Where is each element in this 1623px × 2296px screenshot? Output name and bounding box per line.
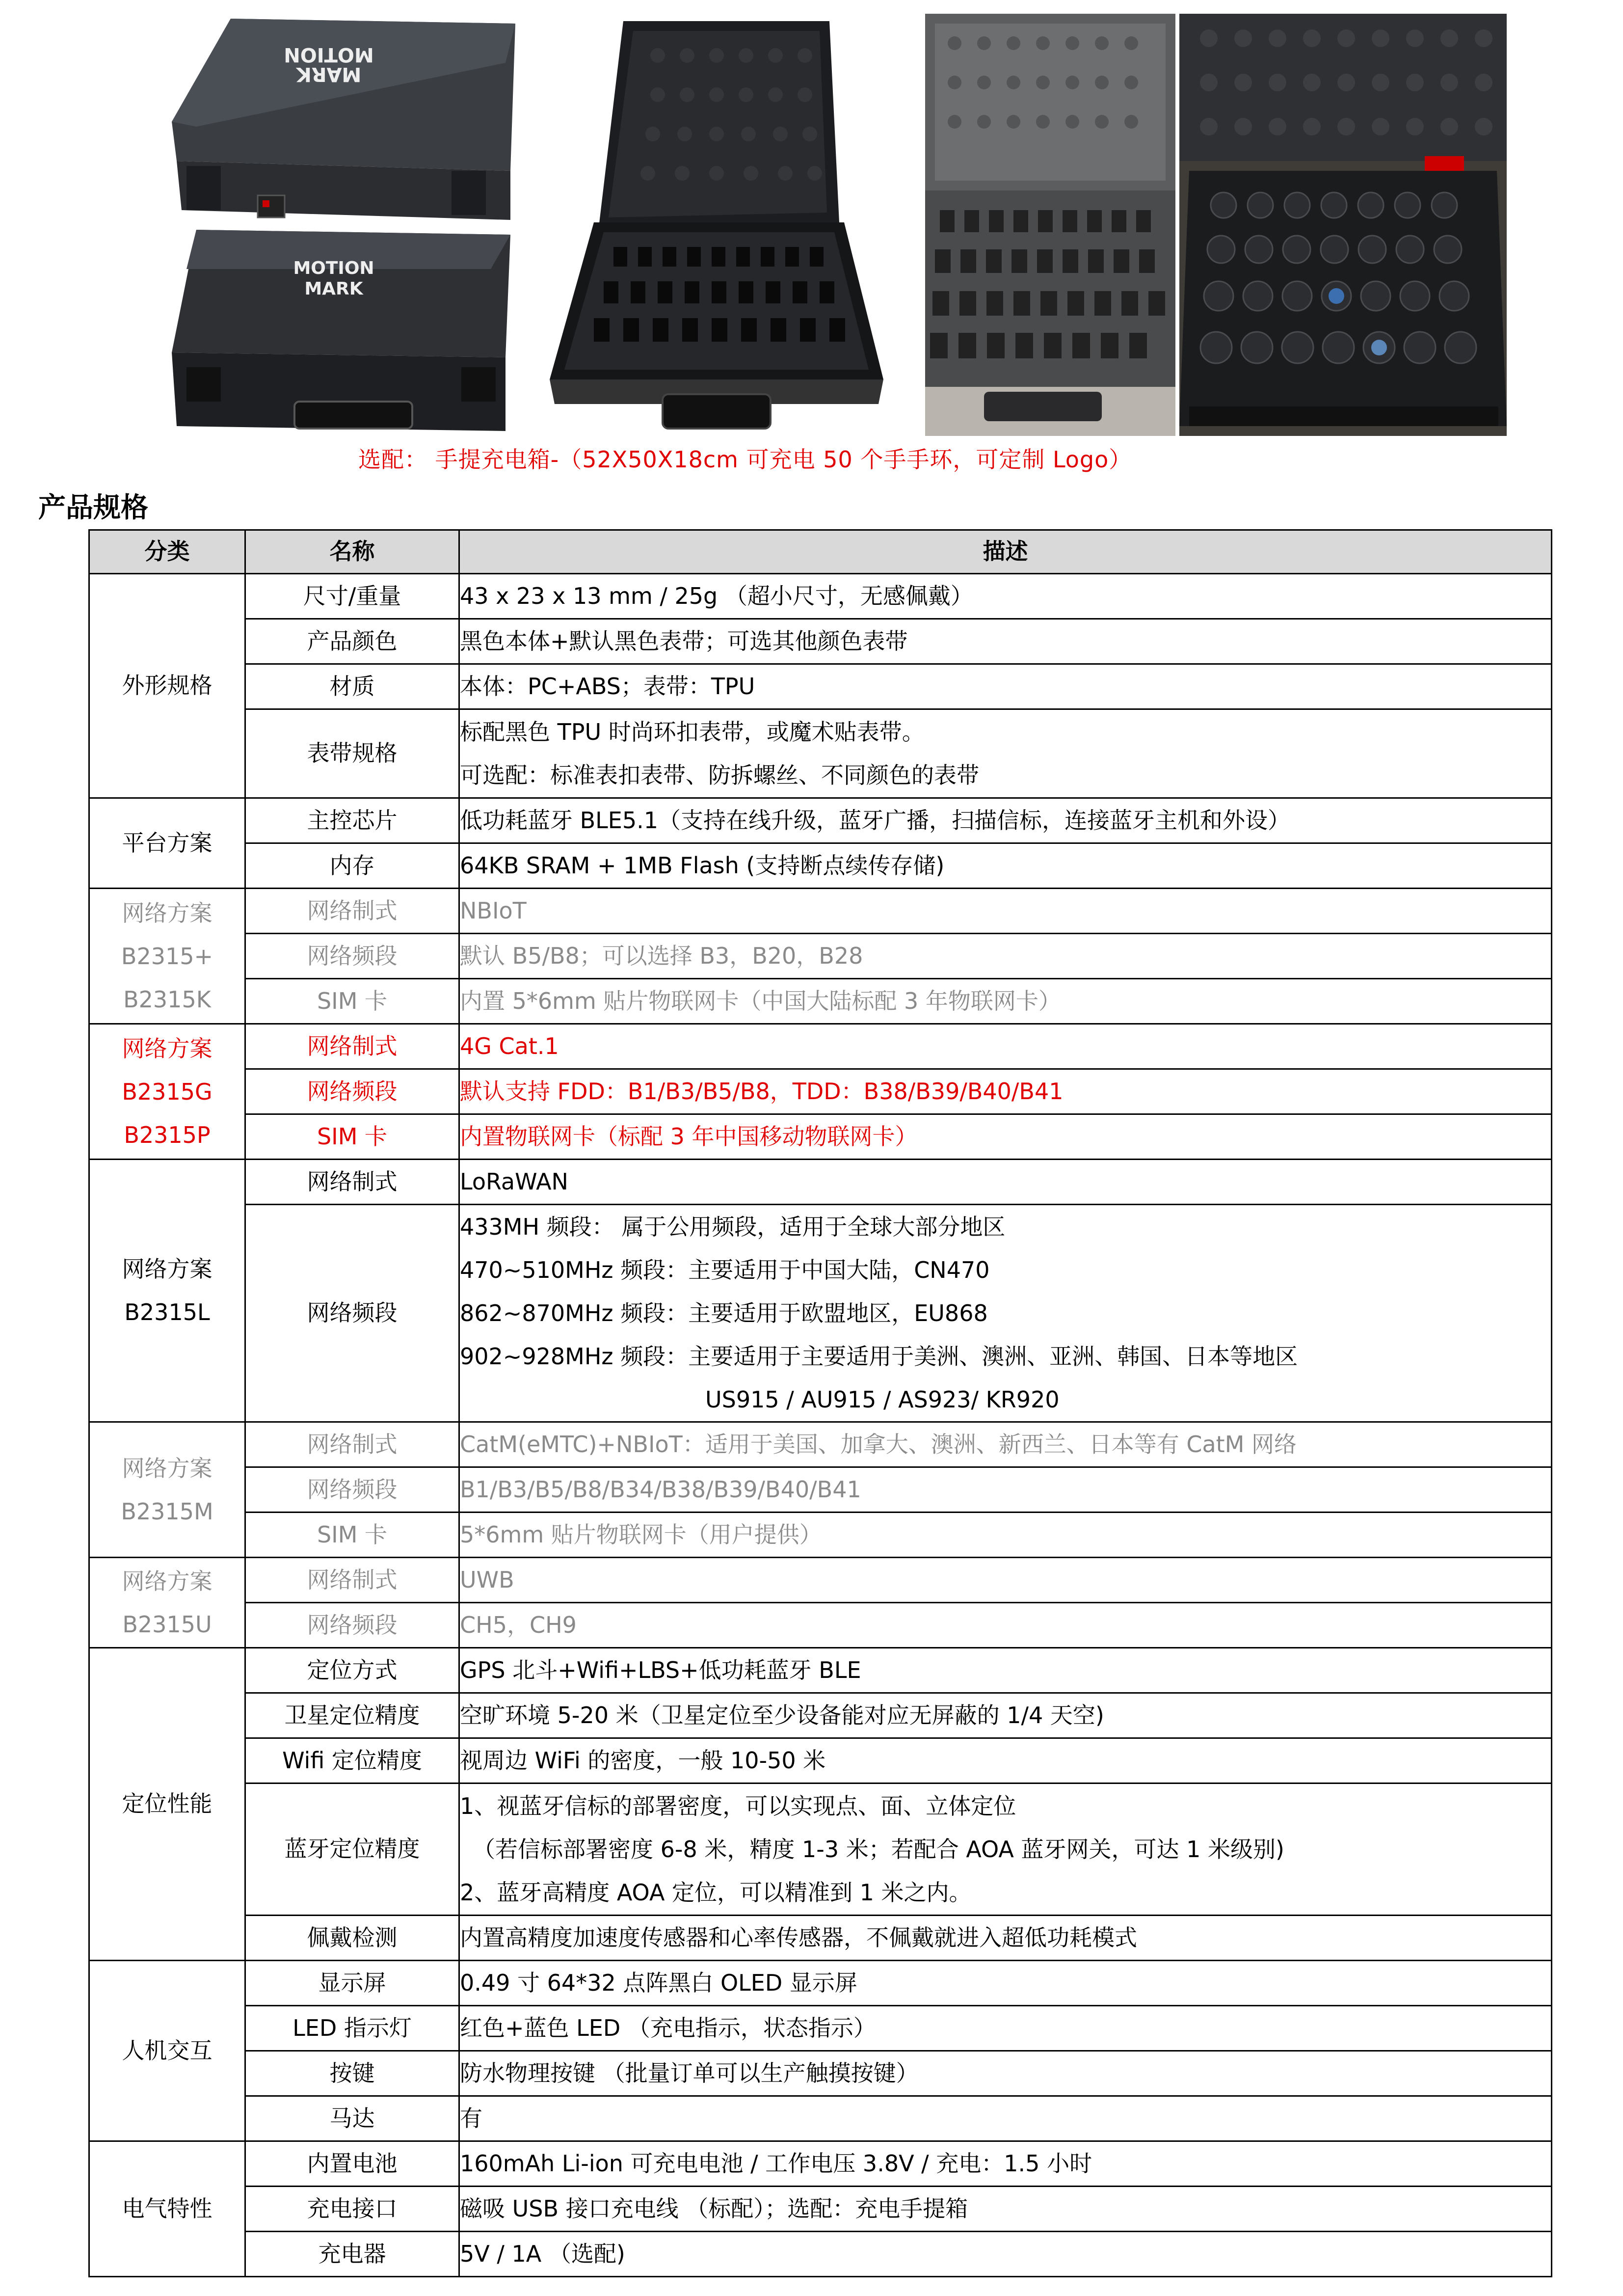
row-name: 蓝牙定位精度 bbox=[245, 1783, 459, 1916]
table-row bbox=[89, 2051, 1552, 2096]
row-name: SIM 卡 bbox=[245, 1513, 459, 1558]
row-name: 产品颜色 bbox=[245, 619, 459, 664]
case-with-bands-photo bbox=[925, 14, 1175, 436]
row-desc: 红色+蓝色 LED （充电指示，状态指示） bbox=[459, 2006, 1552, 2051]
table-row bbox=[89, 934, 1552, 979]
row-desc: LoRaWAN bbox=[459, 1160, 1552, 1205]
open-case-image bbox=[545, 16, 888, 436]
row-name: 内存 bbox=[245, 843, 459, 889]
row-name: SIM 卡 bbox=[245, 1114, 459, 1160]
table-row bbox=[89, 2006, 1552, 2051]
table-row bbox=[89, 2141, 1552, 2187]
row-desc: 内置物联网卡（标配 3 年中国移动物联网卡） bbox=[459, 1114, 1552, 1160]
row-desc: 空旷环境 5-20 米（卫星定位至少设备能对应无屏蔽的 1/4 天空) bbox=[459, 1693, 1552, 1738]
open-case-photo bbox=[545, 16, 888, 436]
row-name: Wifi 定位精度 bbox=[245, 1738, 459, 1783]
row-desc: 磁吸 USB 接口充电线 （标配）；选配：充电手提箱 bbox=[459, 2187, 1552, 2232]
table-row bbox=[89, 979, 1552, 1024]
row-desc: 有 bbox=[459, 2096, 1552, 2141]
row-name: 卫星定位精度 bbox=[245, 1693, 459, 1738]
row-name: 马达 bbox=[245, 2096, 459, 2141]
row-name: 网络制式 bbox=[245, 1422, 459, 1467]
row-desc: 黑色本体+默认黑色表带；可选其他颜色表带 bbox=[459, 619, 1552, 664]
category-line: 网络方案 bbox=[122, 1567, 213, 1594]
bt-line: 1、视蓝牙信标的部署密度，可以实现点、面、立体定位 bbox=[460, 1793, 1016, 1819]
section-title: 产品规格 bbox=[38, 492, 148, 524]
row-desc: 防水物理按键 （批量订单可以生产触摸按键） bbox=[459, 2051, 1552, 2096]
row-desc: CH5，CH9 bbox=[459, 1603, 1552, 1648]
row-name: 材质 bbox=[245, 664, 459, 709]
row-desc: 默认支持 FDD：B1/B3/B5/B8，TDD：B38/B39/B40/B41 bbox=[459, 1069, 1552, 1114]
table-row bbox=[89, 1160, 1552, 1205]
band-line: US915 / AU915 / AS923/ KR920 bbox=[705, 1386, 1060, 1413]
spec-table bbox=[88, 529, 1552, 2277]
row-name: 充电接口 bbox=[245, 2187, 459, 2232]
header-name: 名称 bbox=[245, 530, 459, 574]
table-row bbox=[89, 2232, 1552, 2277]
table-row bbox=[89, 574, 1552, 619]
row-desc: 4G Cat.1 bbox=[459, 1024, 1552, 1069]
row-name: 佩戴检测 bbox=[245, 1916, 459, 1961]
header-description: 描述 bbox=[459, 530, 1552, 574]
logo-text-upside: MOTION bbox=[284, 43, 374, 66]
category-line: 网络方案 bbox=[122, 1256, 213, 1282]
row-desc bbox=[459, 1783, 1552, 1916]
band-line: 902~928MHz 频段：主要适用于主要适用于美洲、澳洲、亚洲、韩国、日本等地区 bbox=[460, 1343, 1298, 1370]
row-name: 定位方式 bbox=[245, 1648, 459, 1693]
table-row bbox=[89, 1422, 1552, 1467]
row-name: LED 指示灯 bbox=[245, 2006, 459, 2051]
row-desc: 默认 B5/B8；可以选择 B3，B20，B28 bbox=[459, 934, 1552, 979]
case-with-watches-image bbox=[1179, 14, 1507, 436]
table-header-row bbox=[89, 530, 1552, 574]
category-network-u bbox=[89, 1558, 245, 1648]
row-name: 网络频段 bbox=[245, 934, 459, 979]
table-row bbox=[89, 1467, 1552, 1513]
row-name: 网络制式 bbox=[245, 1558, 459, 1603]
table-row bbox=[89, 1738, 1552, 1783]
table-row bbox=[89, 1205, 1552, 1422]
table-row bbox=[89, 1916, 1552, 1961]
closed-case-image bbox=[167, 14, 520, 436]
table-row bbox=[89, 2187, 1552, 2232]
row-desc: 内置高精度加速度传感器和心率传感器，不佩戴就进入超低功耗模式 bbox=[459, 1916, 1552, 1961]
category-line: B2315L bbox=[124, 1299, 210, 1325]
category-line: B2315M bbox=[121, 1498, 213, 1525]
row-name: SIM 卡 bbox=[245, 979, 459, 1024]
row-name: 网络频段 bbox=[245, 1205, 459, 1422]
row-desc: CatM(eMTC)+NBIoT：适用于美国、加拿大、澳洲、新西兰、日本等有 CatM 网络 bbox=[459, 1422, 1552, 1467]
table-row bbox=[89, 798, 1552, 843]
table-row bbox=[89, 664, 1552, 709]
logo-text: MOTION bbox=[293, 258, 374, 278]
category-line: 网络方案 bbox=[122, 1035, 213, 1062]
row-name: 网络制式 bbox=[245, 1160, 459, 1205]
category-hmi: 人机交互 bbox=[89, 1961, 245, 2141]
table-row bbox=[89, 1961, 1552, 2006]
band-line: 433MH 频段： 属于公用频段，适用于全球大部分地区 bbox=[460, 1214, 1006, 1240]
category-network-l bbox=[89, 1160, 245, 1422]
row-name: 充电器 bbox=[245, 2232, 459, 2277]
table-row bbox=[89, 1693, 1552, 1738]
row-name: 尺寸/重量 bbox=[245, 574, 459, 619]
row-desc: 0.49 寸 64*32 点阵黑白 OLED 显示屏 bbox=[459, 1961, 1552, 2006]
row-name: 表带规格 bbox=[245, 709, 459, 798]
category-appearance: 外形规格 bbox=[89, 574, 245, 798]
category-network-k bbox=[89, 889, 245, 1024]
band-line: 862~870MHz 频段：主要适用于欧盟地区，EU868 bbox=[460, 1300, 988, 1326]
table-row bbox=[89, 1513, 1552, 1558]
category-network-m bbox=[89, 1422, 245, 1558]
table-row bbox=[89, 1603, 1552, 1648]
row-desc: 内置 5*6mm 贴片物联网卡（中国大陆标配 3 年物联网卡） bbox=[459, 979, 1552, 1024]
category-line: B2315P bbox=[124, 1121, 211, 1148]
closed-case-photo bbox=[167, 14, 520, 436]
category-platform: 平台方案 bbox=[89, 798, 245, 889]
row-name: 网络频段 bbox=[245, 1467, 459, 1513]
row-desc bbox=[459, 709, 1552, 798]
category-line: B2315+ bbox=[121, 943, 213, 970]
table-row bbox=[89, 1114, 1552, 1160]
table-row bbox=[89, 619, 1552, 664]
row-desc: 视周边 WiFi 的密度，一般 10-50 米 bbox=[459, 1738, 1552, 1783]
row-desc: 160mAh Li-ion 可充电电池 / 工作电压 3.8V / 充电：1.5 小时 bbox=[459, 2141, 1552, 2187]
table-row bbox=[89, 1783, 1552, 1916]
category-positioning: 定位性能 bbox=[89, 1648, 245, 1961]
category-line: B2315G bbox=[122, 1078, 213, 1105]
table-row bbox=[89, 2096, 1552, 2141]
band-line: 470~510MHz 频段：主要适用于中国大陆，CN470 bbox=[460, 1257, 990, 1283]
logo-text-2: MARK bbox=[304, 279, 363, 299]
table-row bbox=[89, 709, 1552, 798]
product-photos bbox=[167, 14, 1507, 436]
row-name: 网络制式 bbox=[245, 1024, 459, 1069]
case-with-watches-photo bbox=[1179, 14, 1507, 436]
bt-line: 2、蓝牙高精度 AOA 定位，可以精准到 1 米之内。 bbox=[460, 1879, 972, 1906]
category-line: B2315U bbox=[122, 1611, 212, 1638]
category-electrical: 电气特性 bbox=[89, 2141, 245, 2277]
table-row bbox=[89, 889, 1552, 934]
table-row bbox=[89, 1024, 1552, 1069]
row-name: 网络制式 bbox=[245, 889, 459, 934]
row-desc: 5V / 1A （选配) bbox=[459, 2232, 1552, 2277]
row-desc: GPS 北斗+Wifi+LBS+低功耗蓝牙 BLE bbox=[459, 1648, 1552, 1693]
bt-line: （若信标部署密度 6-8 米，精度 1-3 米；若配合 AOA 蓝牙网关，可达 1 米级别) bbox=[473, 1836, 1284, 1863]
row-name: 内置电池 bbox=[245, 2141, 459, 2187]
table-row bbox=[89, 1648, 1552, 1693]
header-category: 分类 bbox=[89, 530, 245, 574]
row-name: 主控芯片 bbox=[245, 798, 459, 843]
row-name: 显示屏 bbox=[245, 1961, 459, 2006]
row-desc: NBIoT bbox=[459, 889, 1552, 934]
row-desc: 5*6mm 贴片物联网卡（用户提供） bbox=[459, 1513, 1552, 1558]
table-row bbox=[89, 1069, 1552, 1114]
row-desc: 64KB SRAM + 1MB Flash (支持断点续传存储) bbox=[459, 843, 1552, 889]
row-name: 按键 bbox=[245, 2051, 459, 2096]
category-network-g bbox=[89, 1024, 245, 1160]
row-desc: 本体：PC+ABS；表带：TPU bbox=[459, 664, 1552, 709]
logo-text-upside-2: MARK bbox=[296, 63, 362, 85]
strap-line: 可选配：标准表扣表带、防拆螺丝、不同颜色的表带 bbox=[460, 762, 979, 788]
row-name: 网络频段 bbox=[245, 1603, 459, 1648]
row-desc: B1/B3/B5/B8/B34/B38/B39/B40/B41 bbox=[459, 1467, 1552, 1513]
category-line: B2315K bbox=[123, 986, 211, 1013]
row-desc: UWB bbox=[459, 1558, 1552, 1603]
strap-line: 标配黑色 TPU 时尚环扣表带，或魔术贴表带。 bbox=[460, 719, 925, 745]
row-desc bbox=[459, 1205, 1552, 1422]
row-name: 网络频段 bbox=[245, 1069, 459, 1114]
case-with-bands-image bbox=[925, 14, 1175, 436]
category-line: 网络方案 bbox=[122, 899, 213, 926]
category-line: 网络方案 bbox=[122, 1455, 213, 1482]
case-caption: 选配： 手提充电箱-（52X50X18cm 可充电 50 个手手环，可定制 Logo） bbox=[358, 446, 1132, 473]
table-row bbox=[89, 1558, 1552, 1603]
table-row bbox=[89, 843, 1552, 889]
row-desc: 43 x 23 x 13 mm / 25g （超小尺寸，无感佩戴） bbox=[459, 574, 1552, 619]
row-desc: 低功耗蓝牙 BLE5.1（支持在线升级，蓝牙广播，扫描信标，连接蓝牙主机和外设） bbox=[459, 798, 1552, 843]
